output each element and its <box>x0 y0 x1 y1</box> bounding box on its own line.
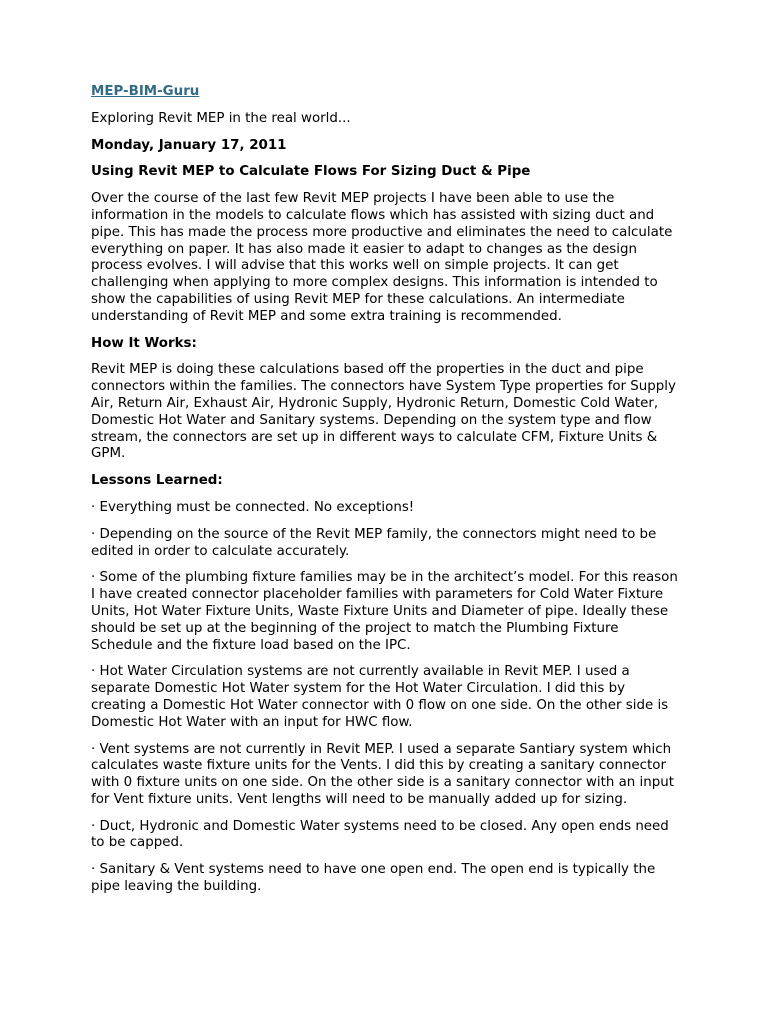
intro-paragraph: Over the course of the last few Revit MEP projects I have been able to use the information in the models to calculate flows which has assisted with sizing duct and pipe. This has made the process more productive and eliminates the need to calculate everything on paper. It has also made it easier to adapt to changes as the design process evolves. I will advise that this works well on simple projects. It can get challenging when applying to more complex designs. This information is intended to show the capabilities of using Revit MEP for these calculations. An intermediate understanding of Revit MEP and some extra training is recommended. <box>91 191 673 324</box>
blog-page <box>91 84 681 906</box>
lesson-item: · Some of the plumbing fixture families may be in the architect’s model. For this reason I have created connector placeholder families with parameters for Cold Water Fixture Units, Hot Water Fixture Units, Waste Fixture Units and Diameter of pipe. Ideally these should be set up at the beginning of the project to match the Plumbing Fixture Schedule and the fixture load based on the IPC. <box>91 570 678 653</box>
how-it-works-paragraph: Revit MEP is doing these calculations based off the properties in the duct and pipe connectors within the families. The connectors have System Type properties for Supply Air, Return Air, Exhaust Air, Hydronic Supply, Hydronic Return, Domestic Cold Water, Domestic Hot Water and Sanitary systems. Depending on the system type and flow stream, the connectors are set up in different ways to calculate CFM, Fixture Units & GPM. <box>91 362 676 462</box>
lesson-item: · Everything must be connected. No exceptions! <box>91 499 415 515</box>
site-tagline: Exploring Revit MEP in the real world... <box>91 110 351 126</box>
lesson-item: · Hot Water Circulation systems are not currently available in Revit MEP. I used a separate Domestic Hot Water system for the Hot Water Circulation. I did this by creating a Domestic Hot Water connector with 0 flow on one side. On the other side is Domestic Hot Water with an input for HWC flow. <box>91 664 669 730</box>
how-it-works-heading: How It Works: <box>91 335 197 351</box>
lesson-item: · Depending on the source of the Revit MEP family, the connectors might need to be edited in order to calculate accurately. <box>91 526 657 559</box>
lesson-item: · Duct, Hydronic and Domestic Water systems need to be closed. Any open ends need to be capped. <box>91 818 669 851</box>
lesson-item: · Sanitary & Vent systems need to have one open end. The open end is typically the pipe leaving the building. <box>91 862 656 895</box>
site-title-link[interactable]: MEP-BIM-Guru <box>91 84 200 99</box>
post-date: Monday, January 17, 2011 <box>91 137 287 153</box>
lessons-list <box>91 500 681 896</box>
lessons-learned-heading: Lessons Learned: <box>91 473 223 489</box>
post-title: Using Revit MEP to Calculate Flows For Sizing Duct & Pipe <box>91 164 531 180</box>
lesson-item: · Vent systems are not currently in Revit MEP. I used a separate Santiary system which calculates waste fixture units for the Vents. I did this by creating a sanitary connector with 0 fixture units on one side. On the other side is a sanitary connector with an input for Vent fixture units. Vent lengths will need to be manually added up for sizing. <box>91 741 674 807</box>
